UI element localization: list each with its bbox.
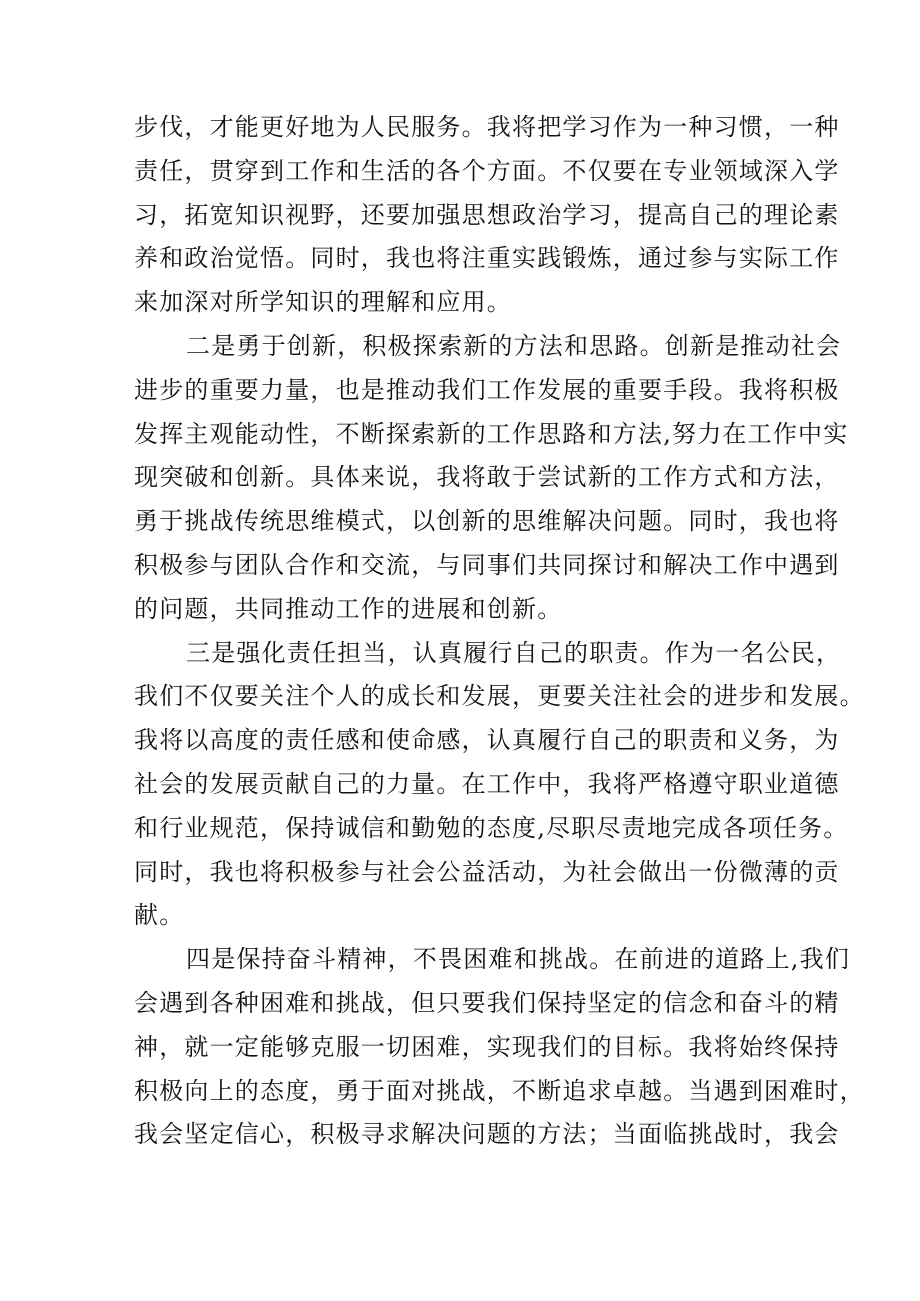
paragraph <box>134 632 865 939</box>
text-line: 勇于挑战传统思维模式，以创新的思维解决问题。同时，我也将 <box>134 507 840 536</box>
document-body <box>134 106 865 1157</box>
text-line: 进步的重要力量，也是推动我们工作发展的重要手段。我将积极 <box>134 375 840 404</box>
text-line: 神，就一定能够克服一切困难，实现我们的目标。我将始终保持 <box>134 1032 840 1061</box>
text-line: 会遇到各种困难和挑战，但只要我们保持坚定的信念和奋斗的精 <box>134 988 840 1017</box>
text-line: 责任，贯穿到工作和生活的各个方面。不仅要在专业领域深入学 <box>134 156 840 185</box>
text-line: 积极参与团队合作和交流，与同事们共同探讨和解决工作中遇到 <box>134 550 840 579</box>
text-line: 步伐，才能更好地为人民服务。我将把学习作为一种习惯，一种 <box>134 113 840 141</box>
text-line: 来加深对所学知识的理解和应用。 <box>134 288 512 317</box>
text-line: 我会坚定信心，积极寻求解决问题的方法；当面临挑战时，我会 <box>134 1120 840 1149</box>
text-line: 三是强化责任担当，认真履行自己的职责。作为一名公民， <box>186 638 842 667</box>
text-line: 和行业规范，保持诚信和勤勉的态度,尽职尽责地完成各项任务。 <box>134 813 849 842</box>
text-line: 社会的发展贡献自己的力量。在工作中，我将严格遵守职业道德 <box>134 769 840 798</box>
paragraph <box>134 325 849 632</box>
text-line: 现突破和创新。具体来说，我将敢于尝试新的工作方式和方法， <box>134 463 840 492</box>
paragraph <box>134 106 840 325</box>
paragraph <box>134 938 865 1157</box>
text-line: 献。 <box>134 901 185 930</box>
text-line: 习，拓宽知识视野，还要加强思想政治学习，提高自己的理论素 <box>134 200 840 229</box>
text-line: 四是保持奋斗精神，不畏困难和挑战。在前进的道路上,我们 <box>186 945 851 974</box>
text-line: 的问题，共同推动工作的进展和创新。 <box>134 594 563 623</box>
text-line: 发挥主观能动性，不断探索新的工作思路和方法,努力在工作中实 <box>134 419 849 448</box>
text-line: 积极向上的态度，勇于面对挑战，不断追求卓越。当遇到困难时， <box>134 1076 865 1105</box>
text-line: 二是勇于创新，积极探索新的方法和思路。创新是推动社会 <box>186 331 842 360</box>
text-line: 我将以高度的责任感和使命感，认真履行自己的职责和义务，为 <box>134 726 840 755</box>
text-line: 养和政治觉悟。同时，我也将注重实践锻炼，通过参与实际工作 <box>134 244 840 273</box>
text-line: 同时，我也将积极参与社会公益活动，为社会做出一份微薄的贡 <box>134 857 840 886</box>
text-line: 我们不仅要关注个人的成长和发展，更要关注社会的进步和发展。 <box>134 682 865 711</box>
